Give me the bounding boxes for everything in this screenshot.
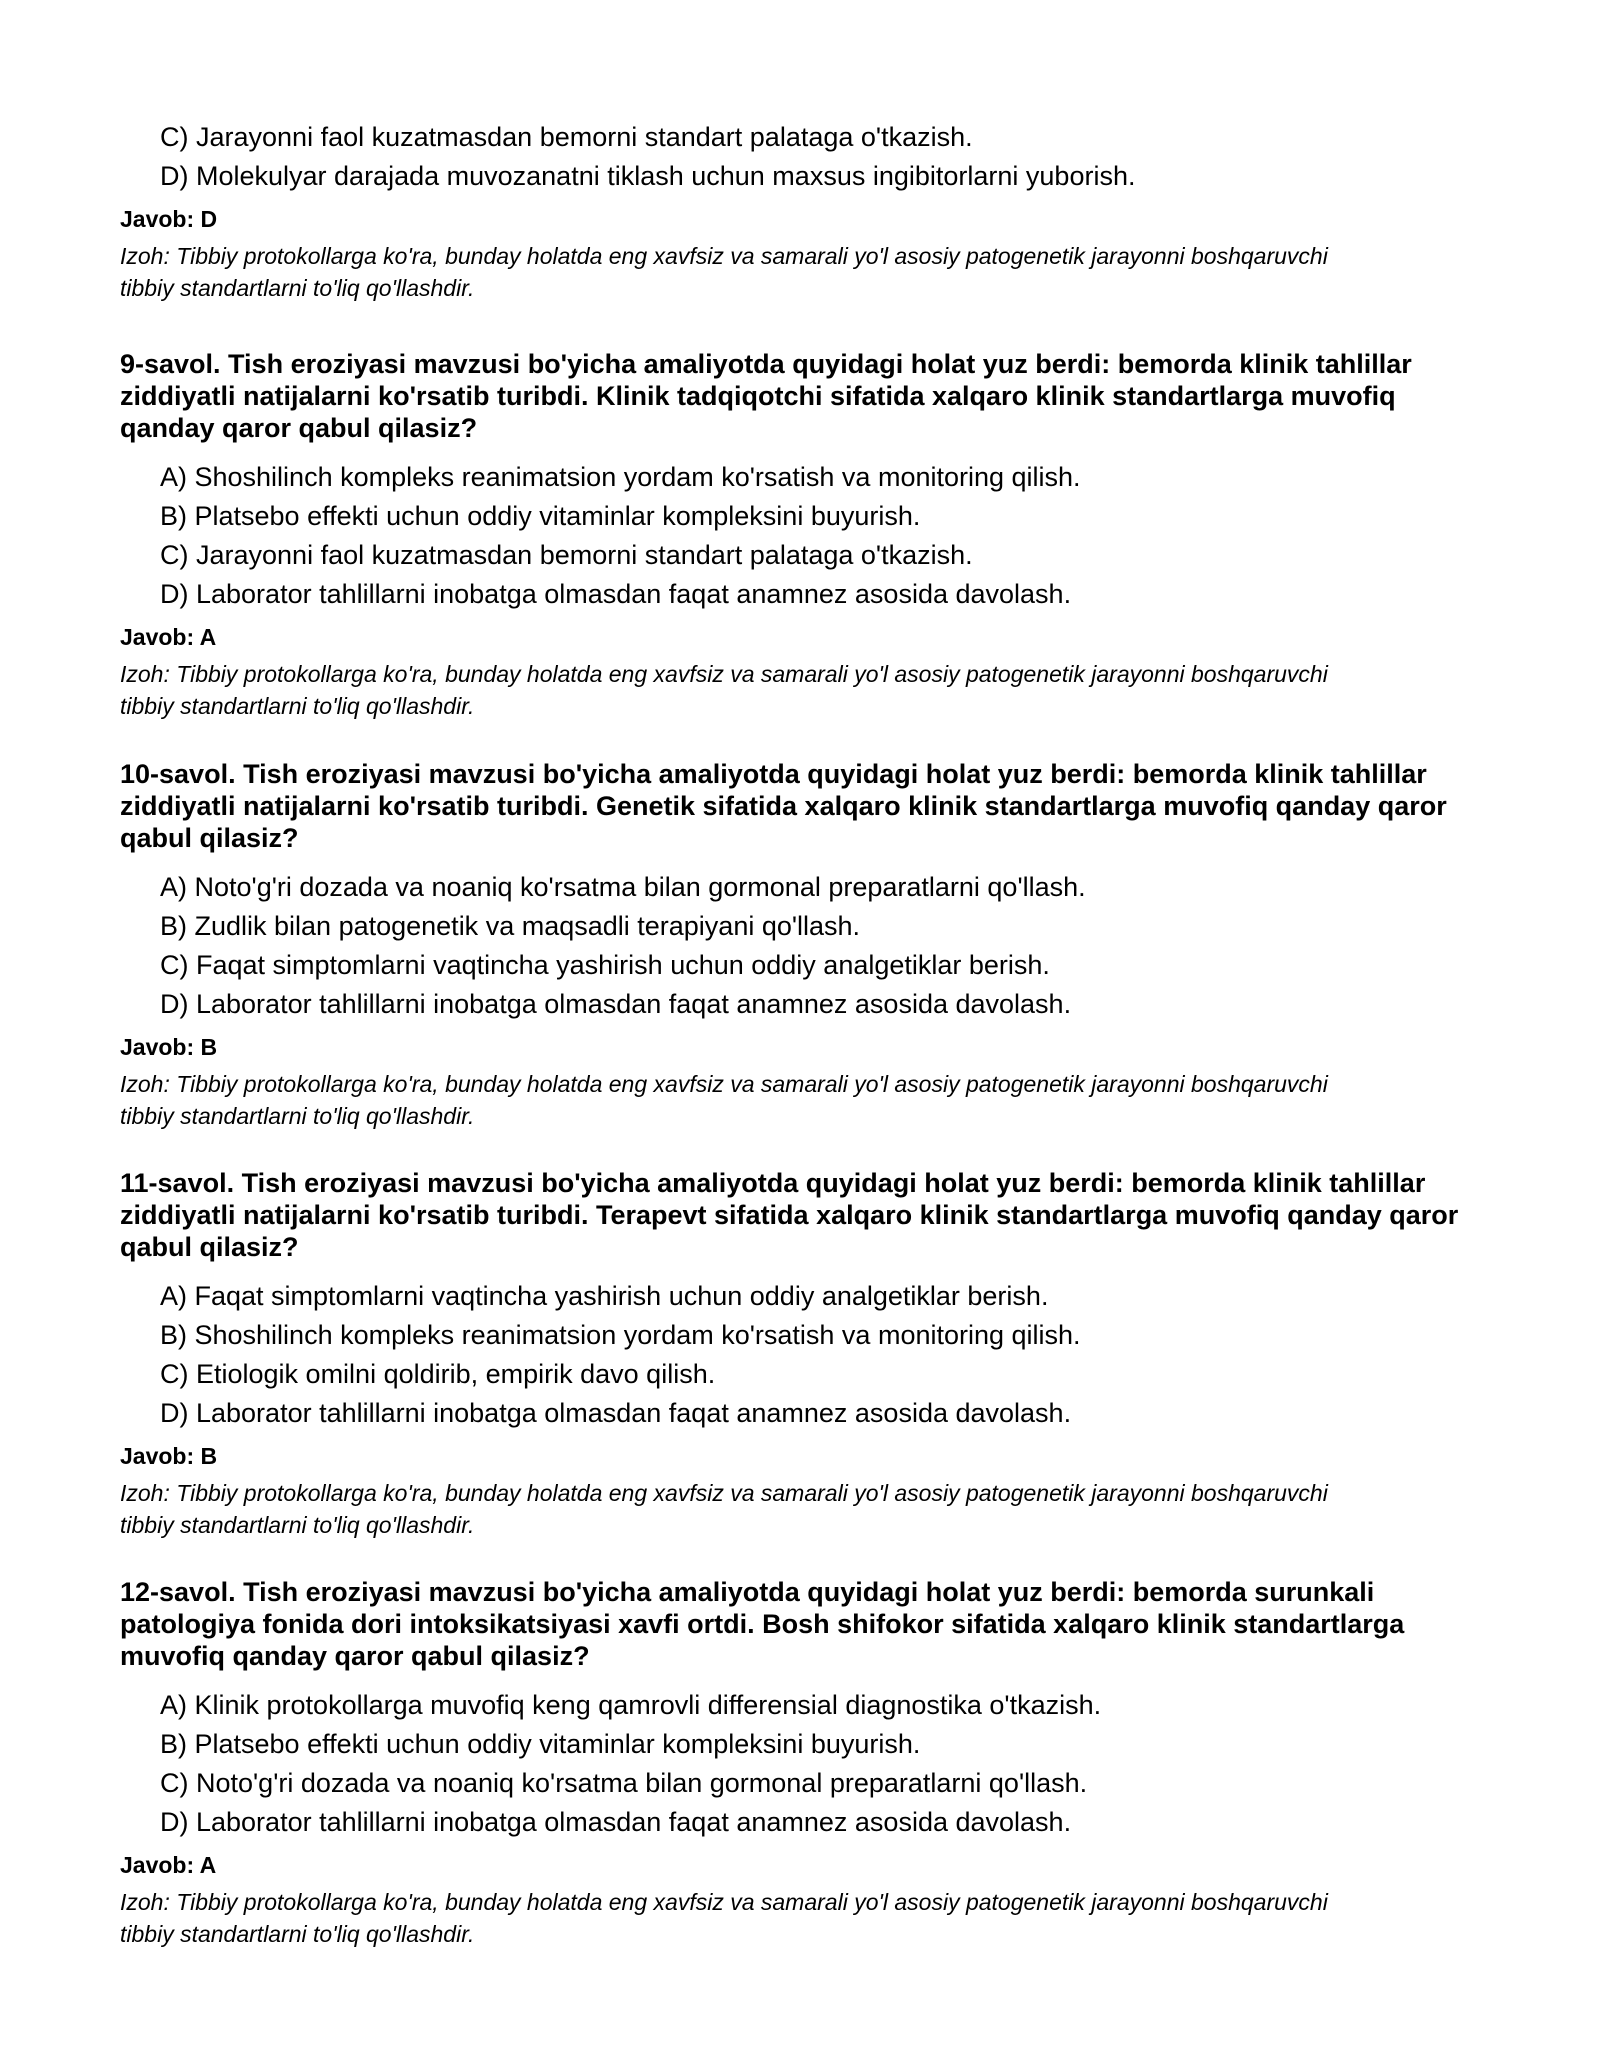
question-block-9 [120, 348, 1490, 722]
option-list [120, 1277, 1490, 1433]
question-text: 9-savol. Tish eroziyasi mavzusi bo'yicha amaliyotda quyidagi holat yuz berdi: bemorda klinik tahlillar ziddiyatli natijalarni ko'rsatib turibdi. Klinik tadqiqotchi sifatida xalqaro klinik standartlarga muvofiq qanday qaror qabul qilasiz? [120, 349, 1412, 443]
explanation-text: Izoh: Tibbiy protokollarga ko'ra, bunday holatda eng xavfsiz va samarali yo'l asosiy patogenetik jarayonni boshqaruvchi tibbiy standartlarni to'liq qo'llashdir. [120, 1071, 1328, 1129]
answer-label: Javob: B [120, 1034, 218, 1060]
option-a: A) Faqat simptomlarni vaqtincha yashirish uchun oddiy analgetiklar berish. [160, 1281, 1049, 1311]
question-text: 11-savol. Tish eroziyasi mavzusi bo'yicha amaliyotda quyidagi holat yuz berdi: bemorda klinik tahlillar ziddiyatli natijalarni ko'rsatib turibdi. Terapevt sifatida xalqaro klinik standartlarga muvofiq qanday qaror qabul qilasiz? [120, 1168, 1459, 1262]
option-c: C) Jarayonni faol kuzatmasdan bemorni standart palataga o'tkazish. [160, 540, 973, 570]
question-block-11 [120, 1167, 1490, 1541]
answer-label: Javob: D [120, 206, 218, 232]
option-b: B) Shoshilinch kompleks reanimatsion yordam ko'rsatish va monitoring qilish. [160, 1320, 1081, 1350]
option-a: A) Klinik protokollarga muvofiq keng qamrovli differensial diagnostika o'tkazish. [160, 1690, 1102, 1720]
option-a: A) Shoshilinch kompleks reanimatsion yordam ko'rsatish va monitoring qilish. [160, 462, 1081, 492]
option-list [120, 868, 1490, 1024]
option-c: C) Noto'g'ri dozada va noaniq ko'rsatma bilan gormonal preparatlarni qo'llash. [160, 1768, 1088, 1798]
option-a: A) Noto'g'ri dozada va noaniq ko'rsatma bilan gormonal preparatlarni qo'llash. [160, 872, 1086, 902]
answer-label: Javob: B [120, 1443, 218, 1469]
answer-label: Javob: A [120, 624, 217, 650]
question-text: 12-savol. Tish eroziyasi mavzusi bo'yicha amaliyotda quyidagi holat yuz berdi: bemorda surunkali patologiya fonida dori intoksikatsiyasi xavfi ortdi. Bosh shifokor sifatida xalqaro klinik standartlarga muvofiq qanday qaror qabul qilasiz? [120, 1577, 1405, 1671]
explanation-text: Izoh: Tibbiy protokollarga ko'ra, bunday holatda eng xavfsiz va samarali yo'l asosiy patogenetik jarayonni boshqaruvchi tibbiy standartlarni to'liq qo'llashdir. [120, 1889, 1328, 1947]
option-list [120, 118, 1490, 196]
option-list [120, 458, 1490, 614]
answer-label: Javob: A [120, 1852, 217, 1878]
explanation-text: Izoh: Tibbiy protokollarga ko'ra, bunday holatda eng xavfsiz va samarali yo'l asosiy patogenetik jarayonni boshqaruvchi tibbiy standartlarni to'liq qo'llashdir. [120, 661, 1328, 719]
previous-question-continuation [120, 118, 1490, 304]
option-b: B) Platsebo effekti uchun oddiy vitaminlar kompleksini buyurish. [160, 1729, 921, 1759]
option-d: D) Laborator tahlillarni inobatga olmasdan faqat anamnez asosida davolash. [160, 579, 1072, 609]
question-text: 10-savol. Tish eroziyasi mavzusi bo'yicha amaliyotda quyidagi holat yuz berdi: bemorda klinik tahlillar ziddiyatli natijalarni ko'rsatib turibdi. Genetik sifatida xalqaro klinik standartlarga muvofiq qanday qaror qabul qilasiz? [120, 759, 1447, 853]
option-c: C) Etiologik omilni qoldirib, empirik davo qilish. [160, 1359, 716, 1389]
question-block-10 [120, 758, 1490, 1132]
option-b: B) Zudlik bilan patogenetik va maqsadli terapiyani qo'llash. [160, 911, 861, 941]
option-b: B) Platsebo effekti uchun oddiy vitaminlar kompleksini buyurish. [160, 501, 921, 531]
option-c: C) Jarayonni faol kuzatmasdan bemorni standart palataga o'tkazish. [160, 122, 973, 152]
question-block-12 [120, 1576, 1490, 1950]
explanation-text: Izoh: Tibbiy protokollarga ko'ra, bunday holatda eng xavfsiz va samarali yo'l asosiy patogenetik jarayonni boshqaruvchi tibbiy standartlarni to'liq qo'llashdir. [120, 243, 1328, 301]
option-d: D) Laborator tahlillarni inobatga olmasdan faqat anamnez asosida davolash. [160, 1398, 1072, 1428]
option-d: D) Laborator tahlillarni inobatga olmasdan faqat anamnez asosida davolash. [160, 1807, 1072, 1837]
explanation-text: Izoh: Tibbiy protokollarga ko'ra, bunday holatda eng xavfsiz va samarali yo'l asosiy patogenetik jarayonni boshqaruvchi tibbiy standartlarni to'liq qo'llashdir. [120, 1480, 1328, 1538]
option-d: D) Molekulyar darajada muvozanatni tiklash uchun maxsus ingibitorlarni yuborish. [160, 161, 1136, 191]
option-c: C) Faqat simptomlarni vaqtincha yashirish uchun oddiy analgetiklar berish. [160, 950, 1050, 980]
option-d: D) Laborator tahlillarni inobatga olmasdan faqat anamnez asosida davolash. [160, 989, 1072, 1019]
option-list [120, 1686, 1490, 1842]
